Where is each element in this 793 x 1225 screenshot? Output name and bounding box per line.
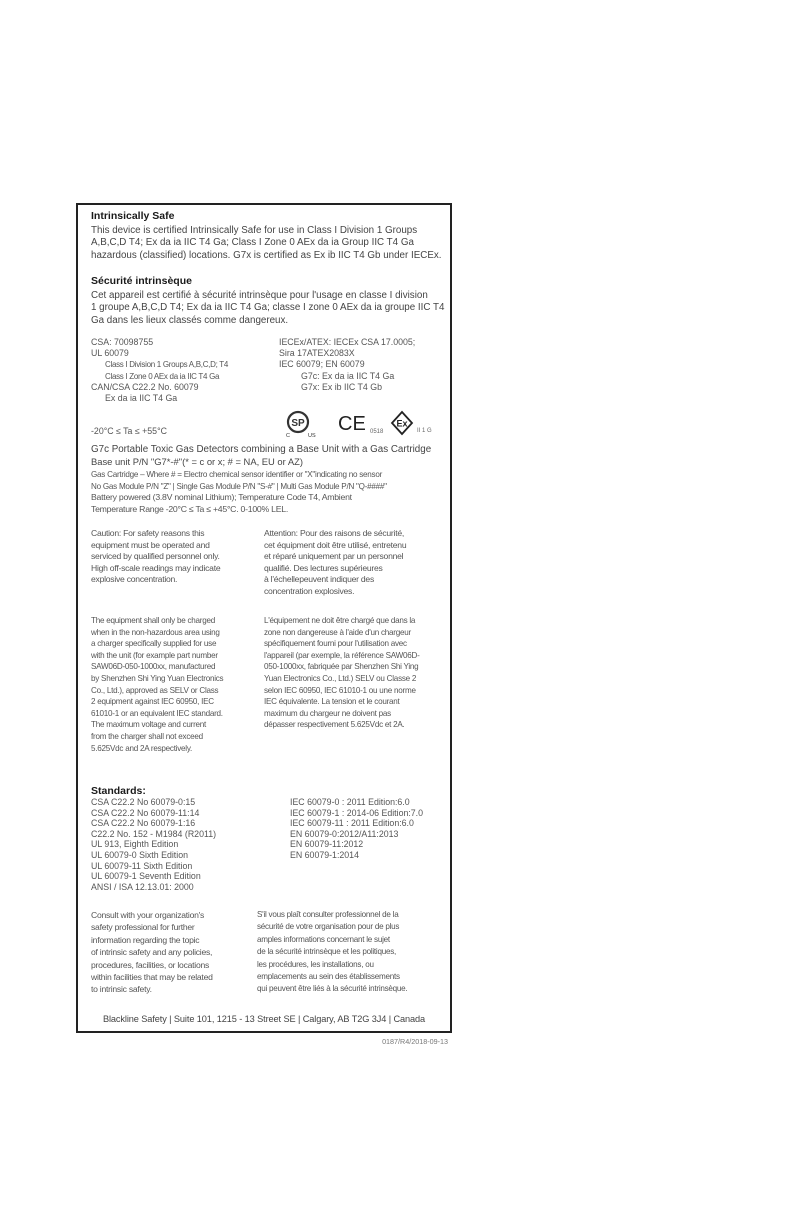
- text-line: les procédures, les installations, ou: [257, 959, 374, 969]
- intrinsic-heading-fr: Sécurité intrinsèque: [91, 275, 192, 287]
- cert-line: CAN/CSA C22.2 No. 60079: [91, 381, 199, 392]
- certs-left: [91, 337, 281, 404]
- standard-item: CSA C22.2 No 60079-0:15: [91, 797, 196, 807]
- standard-item: EN 60079-11:2012: [290, 839, 364, 850]
- product-description: [91, 444, 451, 469]
- standard-item: IEC 60079-11 : 2011 Edition:6.0: [290, 818, 414, 829]
- cert-line: Ex da ia IIC T4 Ga: [105, 393, 178, 404]
- text-line: A,B,C,D T4; Ex da ia IIC T4 Ga; Class I Zone 0 AEx da ia Group IIC T4 Ga: [91, 237, 414, 249]
- text-line: by Shenzhen Shi Ying Yuan Electronics: [91, 673, 224, 683]
- cert-line: UL 60079: [91, 348, 129, 359]
- text-line: amples informations concernant le sujet: [257, 934, 390, 944]
- text-line: serviced by qualified personnel only.: [91, 551, 220, 562]
- caution-fr: [264, 528, 454, 598]
- text-line: G7c Portable Toxic Gas Detectors combining a Base Unit with a Gas Cartridge: [91, 444, 432, 455]
- text-line: SAW06D-050-1000xx, manufactured: [91, 662, 216, 672]
- text-line: de la sécurité intrinsèque et les politiques,: [257, 947, 397, 957]
- text-line: Gas Cartridge – Where # = Electro chemical sensor identifier or "X"indicating no sensor: [91, 470, 383, 479]
- charging-en: [91, 615, 256, 754]
- text-line: No Gas Module P/N "Z" | Single Gas Module P/N "S-#" | Multi Gas Module P/N "Q-####": [91, 481, 387, 491]
- text-line: concentration explosives.: [264, 585, 355, 596]
- text-line: emplacements au sein des établissements: [257, 972, 400, 982]
- svg-text:Ex: Ex: [396, 418, 408, 429]
- text-line: cet équipment doit être utilisé, entretenu: [264, 539, 407, 550]
- cert-line: CSA: 70098755: [91, 337, 154, 347]
- text-line: Attention: Pour des raisons de sécurité,: [264, 528, 404, 538]
- text-line: Temperature Range -20°C ≤ Ta ≤ +45°C. 0-100% LEL.: [91, 503, 288, 514]
- cert-line: IEC 60079; EN 60079: [279, 359, 365, 370]
- svg-text:C: C: [286, 433, 290, 438]
- text-line: of intrinsic safety and any policies,: [91, 947, 213, 958]
- text-line: This device is certified Intrinsically Safe for use in Class I Division 1 Groups: [91, 225, 418, 236]
- text-line: Base unit P/N "G7*-#"(* = c or x; # = NA, EU or AZ): [91, 456, 303, 468]
- text-line: sécurité de votre organisation pour de plus: [257, 922, 400, 932]
- text-line: The maximum voltage and current: [91, 720, 207, 730]
- svg-text:CE: CE: [338, 413, 366, 435]
- intrinsic-text-fr: [91, 290, 451, 327]
- ex-mark-icon: [390, 410, 448, 436]
- cert-line: G7c: Ex da ia IIC T4 Ga: [301, 370, 395, 381]
- consult-en: [91, 909, 253, 996]
- ce-mark-icon: [338, 412, 390, 436]
- standard-item: CSA C22.2 No 60079-1:16: [91, 818, 196, 829]
- cert-line: G7x: Ex ib IIC T4 Gb: [301, 381, 382, 392]
- text-line: et réparé uniquement par un personnel: [264, 551, 404, 562]
- text-line: a charger specifically supplied for use: [91, 639, 217, 649]
- svg-text:SP: SP: [291, 418, 305, 429]
- text-line: Co., Ltd.), approved as SELV or Class: [91, 685, 219, 695]
- text-line: within facilities that may be related: [91, 972, 213, 983]
- standards-left: [91, 797, 271, 892]
- document-code: 0187/R4/2018-09-13: [382, 1037, 448, 1046]
- text-line: 5.625Vdc and 2A respectively.: [91, 743, 193, 753]
- text-line: from the charger shall not exceed: [91, 731, 203, 741]
- standard-item: C22.2 No. 152 - M1984 (R2011): [91, 828, 217, 839]
- intrinsic-heading-en: Intrinsically Safe: [91, 210, 175, 222]
- standard-item: ANSI / ISA 12.13.01: 2000: [91, 881, 194, 892]
- text-line: L'équipement ne doit être chargé que dans la: [264, 616, 416, 625]
- text-line: hazardous (classified) locations. G7x is certified as Ex ib IIC T4 Gb under IECEx.: [91, 249, 442, 261]
- text-line: information regarding the topic: [91, 934, 200, 945]
- text-line: maximum du chargeur ne doivent pas: [264, 708, 391, 718]
- cert-line: Class I Division 1 Groups A,B,C,D; T4: [105, 360, 229, 370]
- standards-heading: Standards:: [91, 785, 146, 797]
- standard-item: UL 60079-0 Sixth Edition: [91, 849, 188, 860]
- intrinsic-text-en: [91, 225, 451, 262]
- csa-logo-icon: [284, 410, 324, 438]
- text-line: equipment must be operated and: [91, 539, 210, 550]
- text-line: spécifiquement fourni pour l'utilisation avec: [264, 639, 407, 649]
- cert-line: Class I Zone 0 AEx da ia IIC T4 Ga: [105, 371, 220, 381]
- text-line: when in the non-hazardous area using: [91, 627, 220, 637]
- text-line: 1 groupe A,B,C,D T4; Ex da ia IIC T4 Ga; classe I zone 0 AEx da ia groupe IIC T4: [91, 302, 445, 314]
- standard-item: UL 913, Eighth Edition: [91, 839, 179, 850]
- text-line: 61010-1 or an equivalent IEC standard.: [91, 708, 223, 718]
- text-line: The equipment shall only be charged: [91, 616, 215, 625]
- standard-item: CSA C22.2 No 60079-11:14: [91, 807, 200, 818]
- text-line: IEC équivalente. La tension et le courant: [264, 697, 400, 707]
- text-line: dépasser respectivement 5.625Vdc et 2A.: [264, 720, 405, 730]
- svg-text:II 1 G: II 1 G: [417, 428, 432, 434]
- text-line: Yuan Electronics Co., Ltd.) SELV ou Classe 2: [264, 673, 417, 683]
- text-line: 050-1000xx, fabriquée par Shenzhen Shi Ying: [264, 662, 419, 672]
- text-line: à l'échellepeuvent indiquer des: [264, 574, 374, 585]
- text-line: Ga dans les lieux classés comme dangereux.: [91, 314, 289, 326]
- text-line: Battery powered (3.8V nominal Lithium); Temperature Code T4, Ambient: [91, 492, 352, 503]
- standard-item: IEC 60079-1 : 2014-06 Edition:7.0: [290, 807, 424, 818]
- text-line: explosive concentration.: [91, 574, 178, 585]
- text-line: with the unit (for example part number: [91, 650, 218, 660]
- text-line: Cet appareil est certifié à sécurité intrinsèque pour l'usage en classe I division: [91, 290, 428, 301]
- text-line: S'il vous plaît consulter professionnel de la: [257, 910, 399, 919]
- text-line: Consult with your organization's: [91, 910, 205, 920]
- text-line: High off-scale readings may indicate: [91, 562, 221, 573]
- standard-item: EN 60079-1:2014: [290, 849, 359, 860]
- standard-item: UL 60079-11 Sixth Edition: [91, 860, 193, 871]
- text-line: qui peuvent être liés à la sécurité intrinsèque.: [257, 984, 408, 994]
- text-line: Caution: For safety reasons this: [91, 528, 205, 538]
- cert-line: Sira 17ATEX2083X: [279, 348, 355, 359]
- text-line: qualifié. Des lectures supérieures: [264, 562, 383, 573]
- consult-fr: [257, 909, 452, 996]
- text-line: procedures, facilities, or locations: [91, 959, 210, 970]
- text-line: selon IEC 60950, IEC 61010-1 ou une norme: [264, 685, 416, 695]
- standards-right: [290, 797, 450, 861]
- company-address: Blackline Safety | Suite 101, 1215 - 13 Street SE | Calgary, AB T2G 3J4 | Canada: [102, 1014, 426, 1024]
- caution-en: [91, 528, 251, 586]
- certs-right: [279, 337, 449, 393]
- text-line: to intrinsic safety.: [91, 984, 152, 995]
- cert-line: IECEx/ATEX: IECEx CSA 17.0005;: [279, 337, 416, 347]
- text-line: 2 equipment against IEC 60950, IEC: [91, 697, 214, 707]
- text-line: safety professional for further: [91, 922, 195, 933]
- svg-text:US: US: [308, 433, 316, 438]
- temperature-range: -20°C ≤ Ta ≤ +55°C: [91, 426, 167, 436]
- text-line: zone non dangereuse à l'aide d'un chargeur: [264, 627, 411, 637]
- standard-item: IEC 60079-0 : 2011 Edition:6.0: [290, 797, 410, 807]
- standard-item: EN 60079-0:2012/A11:2013: [290, 828, 399, 839]
- product-description-details: [91, 469, 453, 515]
- standard-item: UL 60079-1 Seventh Edition: [91, 871, 201, 882]
- svg-text:0518: 0518: [370, 429, 384, 435]
- charging-fr: [264, 615, 456, 731]
- text-line: l'appareil (par exemple, la référence SAW06D-: [264, 650, 420, 660]
